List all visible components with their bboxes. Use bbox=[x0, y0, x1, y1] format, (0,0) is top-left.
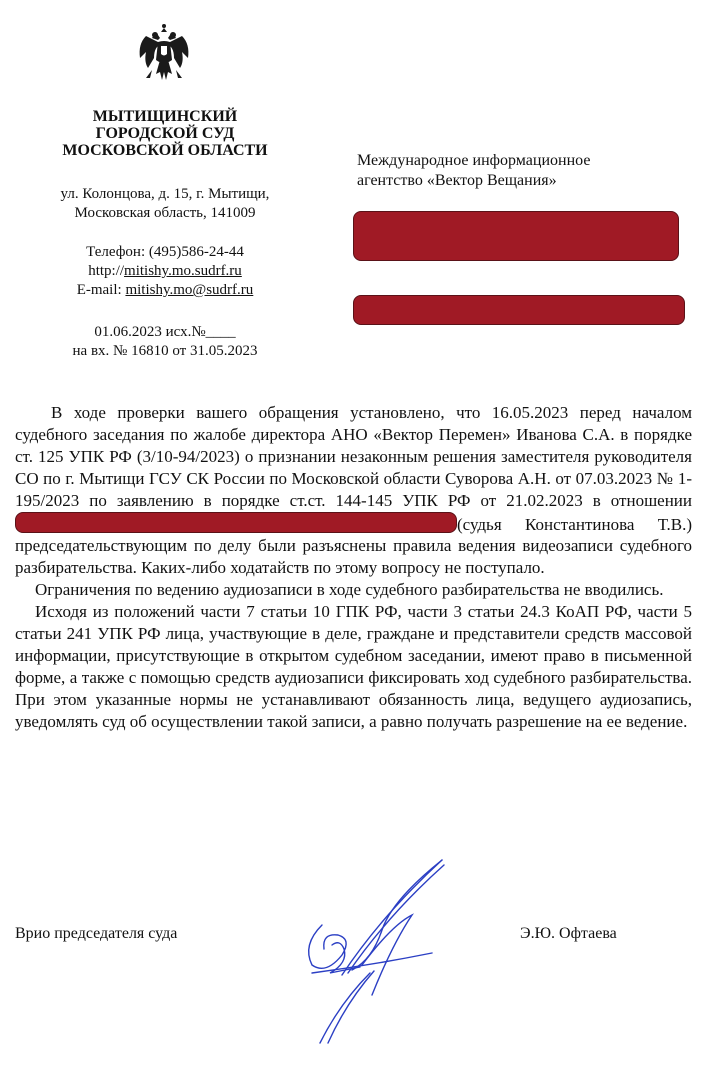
redacted-addressee-block bbox=[353, 211, 679, 261]
paragraph-2: Ограничения по ведению аудиозаписи в ходе судебного разбирательства не вводились. bbox=[35, 580, 664, 600]
paragraph-1-part-1: В ходе проверки вашего обращения установлено, что 16.05.2023 перед началом судебного заседания по жалобе директора АНО «Вектор Перемен» Иванова С.А. в порядке ст. 125 УПК РФ (3/10-94/2023) о признании незаконным решения заместителя руководителя СО по г. Мытищи ГСУ СК России по Московской области Суворова А.Н. от 07.03.2023 № 1-195/2023 по заявлению в порядке ст.ст. 144-145 УПК РФ от 21.02.2023 в отношении bbox=[15, 403, 692, 510]
phone: Телефон: (495)586-24-44 bbox=[86, 244, 244, 260]
court-address bbox=[20, 185, 310, 223]
email-prefix: E-mail: bbox=[76, 282, 126, 298]
website-line bbox=[20, 262, 310, 281]
website-link[interactable]: mitishy.mo.sudrf.ru bbox=[124, 263, 242, 279]
paragraph-1-part-2: (судья Константинова Т.В.) председательствующим по делу были разъяснены правила ведения видеозаписи судебного разбирательства. Каких-либо ходатайств по этому вопросу не поступало. bbox=[15, 514, 692, 578]
website-prefix: http:// bbox=[88, 263, 125, 279]
coat-of-arms-emblem bbox=[136, 22, 192, 88]
outgoing-number: 01.06.2023 исх.№____ bbox=[94, 324, 236, 340]
paragraph-1 bbox=[15, 402, 692, 579]
signatory-role: Врио председателя суда bbox=[15, 925, 178, 942]
incoming-number: на вх. № 16810 от 31.05.2023 bbox=[72, 343, 258, 359]
addressee-line-1: Международное информационное bbox=[357, 152, 591, 169]
signatory-name: Э.Ю. Офтаева bbox=[520, 925, 617, 942]
court-name-line-2: ГОРОДСКОЙ СУД bbox=[95, 125, 235, 142]
court-name-line-3: МОСКОВСКОЙ ОБЛАСТИ bbox=[62, 142, 268, 159]
addressee-line-2: агентство «Вектор Вещания» bbox=[357, 172, 557, 189]
reference-numbers bbox=[20, 323, 310, 361]
handwritten-signature bbox=[282, 855, 472, 1055]
addressee bbox=[357, 151, 687, 191]
court-name bbox=[30, 108, 300, 159]
court-name-line-1: МЫТИЩИНСКИЙ bbox=[92, 108, 238, 125]
redacted-name bbox=[15, 512, 457, 533]
redacted-addressee-line bbox=[353, 295, 685, 325]
address-line-2: Московская область, 141009 bbox=[74, 205, 256, 221]
paragraph-3: Исходя из положений части 7 статьи 10 ГПК РФ, части 3 статьи 24.3 КоАП РФ, части 5 статьи 241 УПК РФ лица, участвующие в деле, граждане и представители средств массовой информации, присутствующие в открытом судебном заседании, имеют право в письменной форме, а также с помощью средств аудиозаписи фиксировать ход судебного разбирательства. При этом указанные нормы не устанавливают обязанность лица, ведущего аудиозапись, уведомлять суд об осуществлении такой записи, а равно получать разрешение на ее ведение. bbox=[15, 602, 692, 731]
address-line-1: ул. Колонцова, д. 15, г. Мытищи, bbox=[60, 186, 270, 202]
court-contacts bbox=[20, 243, 310, 300]
email-link[interactable]: mitishy.mo@sudrf.ru bbox=[125, 282, 254, 298]
letter-body bbox=[15, 402, 692, 733]
email-line bbox=[20, 281, 310, 300]
